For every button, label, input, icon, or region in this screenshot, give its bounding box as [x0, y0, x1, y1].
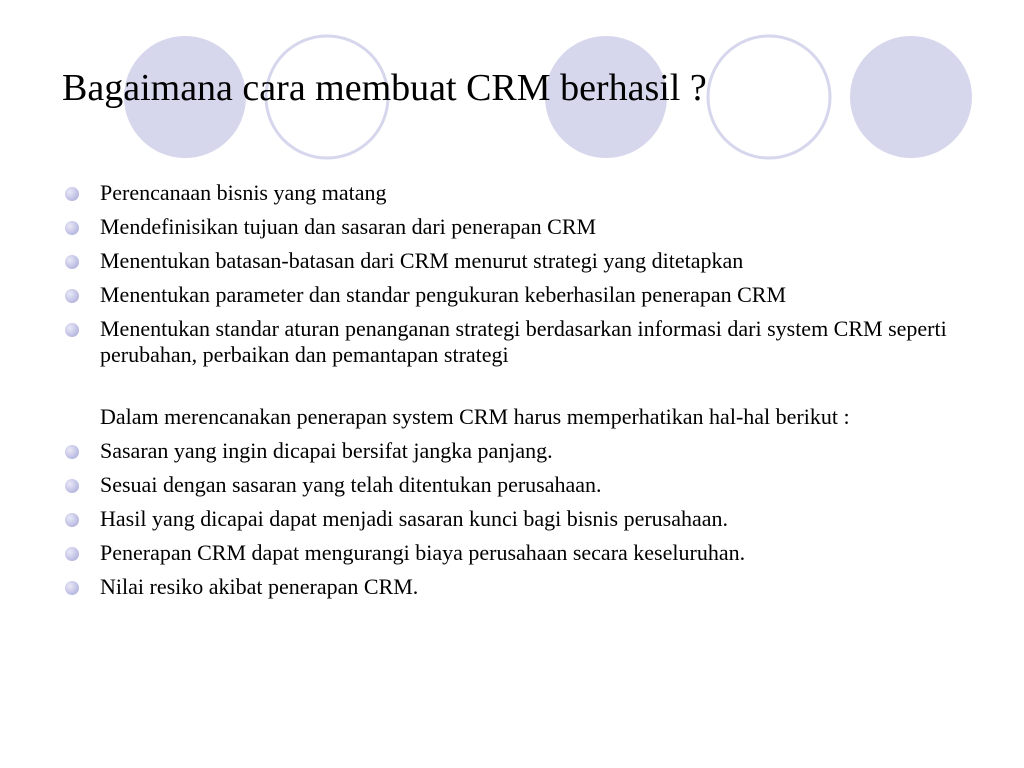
list-item-text: Nilai resiko akibat penerapan CRM.	[100, 574, 419, 599]
list-item	[62, 540, 962, 566]
bullet-icon	[65, 581, 79, 595]
list-item-text: Sasaran yang ingin dicapai bersifat jangka panjang.	[100, 438, 553, 463]
list-item-text: Menentukan parameter dan standar pengukuran keberhasilan penerapan CRM	[100, 282, 787, 307]
bullet-icon	[65, 547, 79, 561]
list-item	[62, 282, 962, 308]
list-item	[62, 248, 962, 274]
list-item-text: Menentukan standar aturan penanganan strategi berdasarkan informasi dari system CRM seperti perubahan, perbaikan dan pemantapan strategi	[100, 316, 947, 367]
bullet-icon	[65, 479, 79, 493]
list-item	[62, 506, 962, 532]
list-item-text: Menentukan batasan-batasan dari CRM menurut strategi yang ditetapkan	[100, 248, 744, 273]
bullet-list	[62, 180, 962, 608]
list-item-text: Sesuai dengan sasaran yang telah ditentukan perusahaan.	[100, 472, 602, 497]
decor-circle-outline-2	[708, 36, 830, 158]
bullet-icon	[65, 323, 79, 337]
paragraph-text: Dalam merencanakan penerapan system CRM harus memperhatikan hal-hal berikut :	[100, 404, 850, 429]
list-item	[62, 472, 962, 498]
slide-title: Bagaimana cara membuat CRM berhasil ?	[62, 67, 707, 109]
list-item	[62, 316, 962, 368]
list-item	[62, 180, 962, 206]
list-item	[62, 214, 962, 240]
list-item-text: Penerapan CRM dapat mengurangi biaya perusahaan secara keseluruhan.	[100, 540, 746, 565]
list-item-text: Hasil yang dicapai dapat menjadi sasaran kunci bagi bisnis perusahaan.	[100, 506, 729, 531]
bullet-icon	[65, 289, 79, 303]
bullet-icon	[65, 187, 79, 201]
list-item	[62, 574, 962, 600]
bullet-icon	[65, 513, 79, 527]
decor-circle-filled-3	[850, 36, 972, 158]
list-item-text: Perencanaan bisnis yang matang	[100, 180, 387, 205]
bullet-icon	[65, 255, 79, 269]
intro-paragraph	[62, 404, 962, 430]
list-item-text: Mendefinisikan tujuan dan sasaran dari penerapan CRM	[100, 214, 597, 239]
list-item	[62, 438, 962, 464]
bullet-icon	[65, 221, 79, 235]
bullet-icon	[65, 445, 79, 459]
